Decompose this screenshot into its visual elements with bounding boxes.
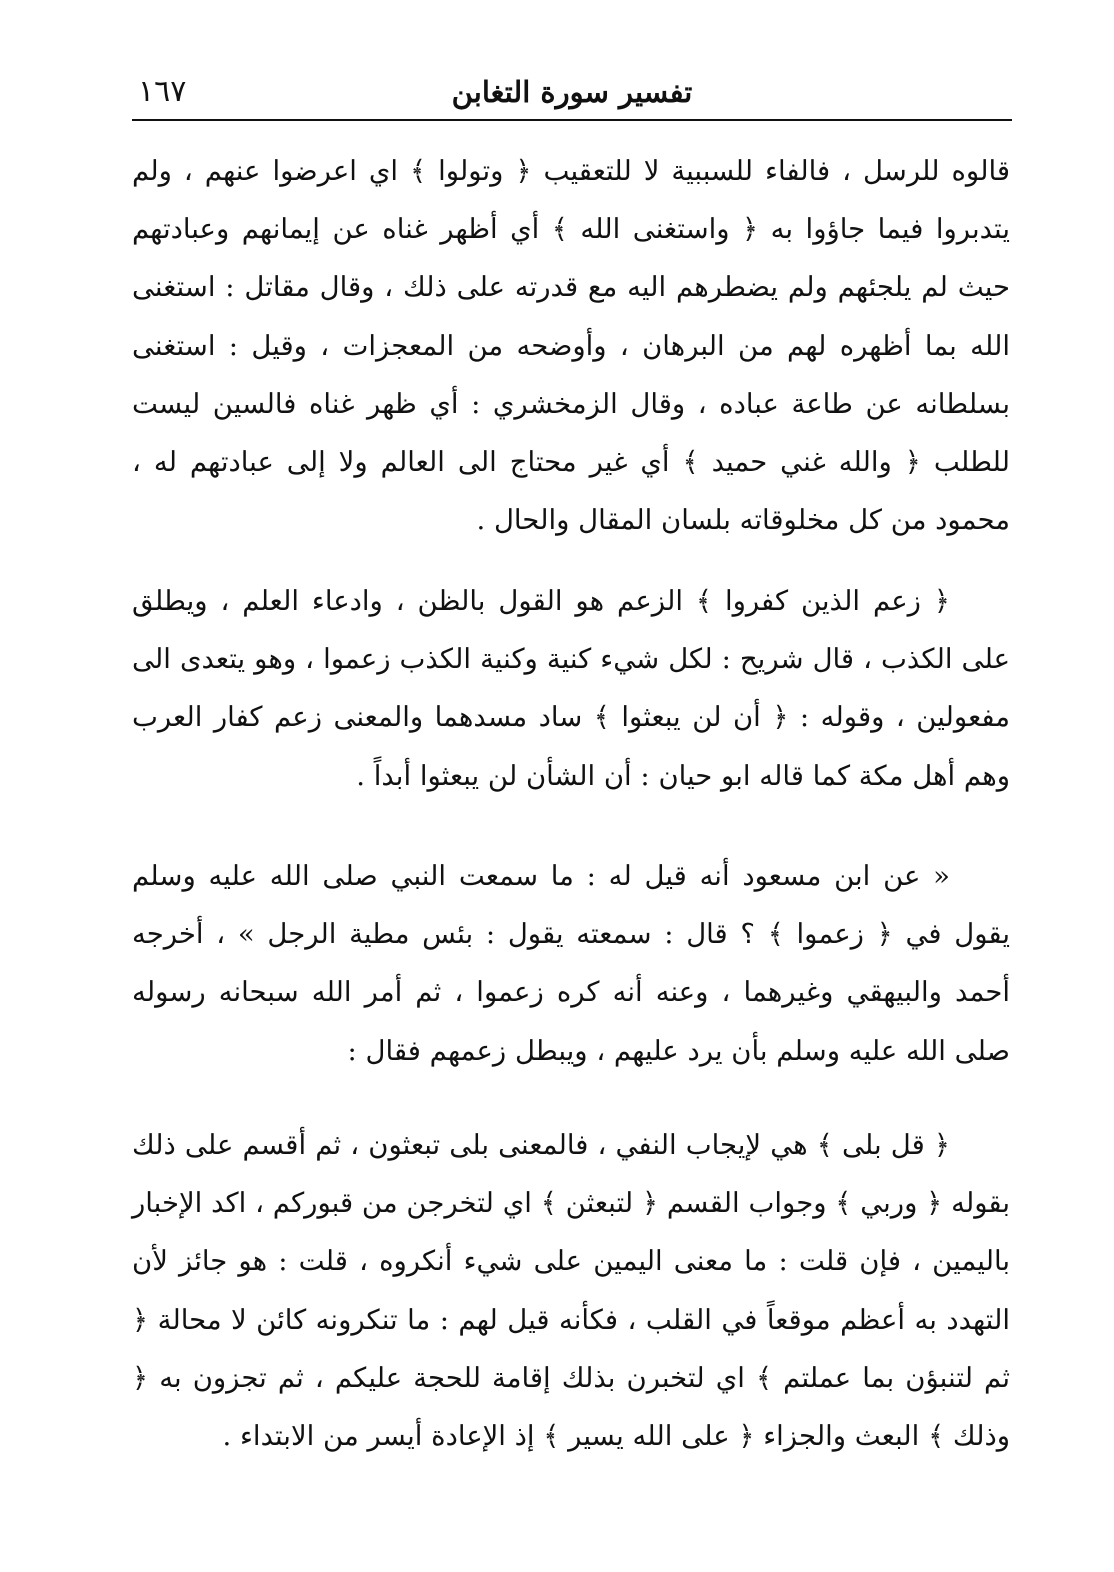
page-number: ١٦٧	[138, 74, 187, 109]
paragraph-2: ﴿ زعم الذين كفروا ﴾ الزعم هو القول بالظن ، وادعاء العلم ، ويطلق على الكذب ، قال شريح : لكل شيء كنية وكنية الكذب زعموا ، وهو يتعدى الى مفعولين ، وقوله : ﴿ أن لن يبعثوا ﴾ ساد مسدهما والمعنى زعم كفار العرب وهم أهل مكة كما قاله ابو حيان : أن الشأن لن يبعثوا أبداً .	[132, 585, 1010, 792]
paragraph-3: « عن ابن مسعود أنه قيل له : ما سمعت النبي صلى الله عليه وسلم يقول في ﴿ زعموا ﴾ ؟ قال : سمعته يقول : بئس مطية الرجل » ، أخرجه أحمد والبيهقي وغيرهما ، وعنه أنه كره زعموا ، ثم أمر الله سبحانه رسوله صلى الله عليه وسلم بأن يرد عليهم ، ويبطل زعمهم فقال :	[132, 860, 1010, 1067]
header-title: تفسير سورة التغابن	[451, 75, 693, 109]
paragraph-4: ﴿ قل بلى ﴾ هي لإيجاب النفي ، فالمعنى بلى تبعثون ، ثم أقسم على ذلك بقوله ﴿ وربي ﴾ وجواب القسم ﴿ لتبعثن ﴾ اي لتخرجن من قبوركم ، اكد الإخبار باليمين ، فإن قلت : ما معنى اليمين على شيء أنكروه ، قلت : هو جائز لأن التهدد به أعظم موقعاً في القلب ، فكأنه قيل لهم : ما تنكرونه كائن لا محالة ﴿ ثم لتنبؤن بما عملتم ﴾ اي لتخبرن بذلك إقامة للحجة عليكم ، ثم تجزون به ﴿ وذلك ﴾ البعث والجزاء ﴿ على الله يسير ﴾ إذ الإعادة أيسر من الابتداء .	[132, 1129, 1010, 1453]
running-head	[132, 66, 1012, 116]
paragraph-1: قالوه للرسل ، فالفاء للسببية لا للتعقيب ﴿ وتولوا ﴾ اي اعرضوا عنهم ، ولم يتدبروا فيما جاؤوا به ﴿ واستغنى الله ﴾ أي أظهر غناه عن إيمانهم وعبادتهم حيث لم يلجئهم ولم يضطرهم اليه مع قدرته على ذلك ، وقال مقاتل : استغنى الله بما أظهره لهم من البرهان ، وأوضحه من المعجزات ، وقيل : استغنى بسلطانه عن طاعة عباده ، وقال الزمخشري : أي ظهر غناه فالسين ليست للطلب ﴿ والله غني حميد ﴾ أي غير محتاج الى العالم ولا إلى عبادتهم له ، محمود من كل مخلوقاته بلسان المقال والحال .	[132, 155, 1010, 537]
header-rule	[132, 119, 1012, 121]
